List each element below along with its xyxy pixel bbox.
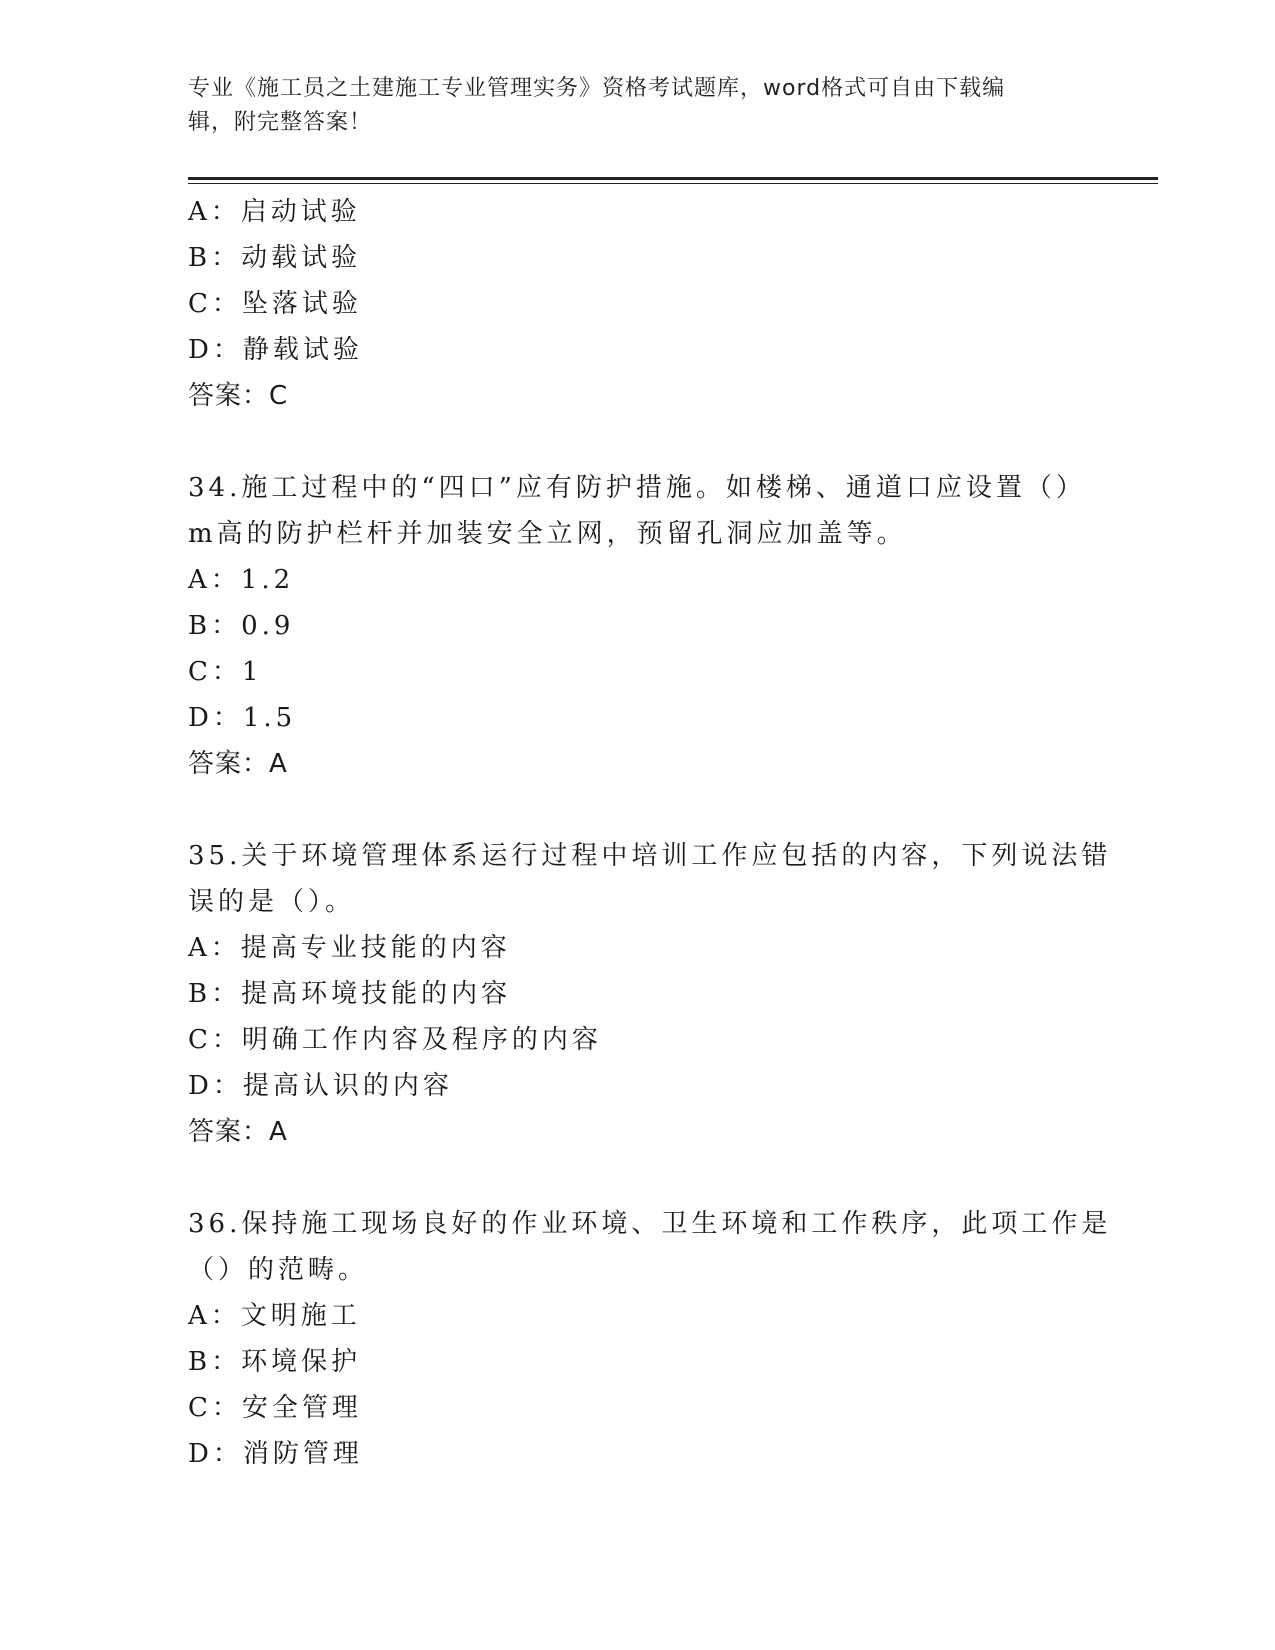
option-a: A：提高专业技能的内容 [188, 933, 511, 963]
question-33 [188, 189, 1088, 419]
option-c: C：安全管理 [188, 1393, 362, 1423]
question-stem-line: 36.保持施工现场良好的作业环境、卫生环境和工作秩序，此项工作是 [188, 1209, 1112, 1239]
header-line-1: 专业《施工员之土建施工专业管理实务》资格考试题库，word格式可自由下载编 [188, 76, 1006, 101]
option-d: D：消防管理 [188, 1439, 363, 1469]
question-34 [188, 465, 1088, 787]
question-36 [188, 1201, 1112, 1477]
option-c: C：坠落试验 [188, 289, 362, 319]
option-c: C：明确工作内容及程序的内容 [188, 1025, 602, 1055]
question-list [188, 189, 1112, 1477]
option-b: B：动载试验 [188, 243, 362, 273]
option-a: A：启动试验 [188, 197, 361, 227]
question-stem-line: 35.关于环境管理体系运行过程中培训工作应包括的内容，下列说法错 [188, 841, 1112, 871]
question-stem-line: m高的防护栏杆并加装安全立网，预留孔洞应加盖等。 [188, 519, 907, 549]
document-header [188, 72, 1088, 140]
option-b: B：环境保护 [188, 1347, 362, 1377]
header-divider-thin [188, 183, 1158, 184]
option-a: A：1.2 [188, 565, 295, 595]
option-b: B：提高环境技能的内容 [188, 979, 512, 1009]
option-c: C：1 [188, 657, 263, 687]
answer: 答案：C [188, 381, 289, 411]
option-d: D：静载试验 [188, 335, 363, 365]
answer: 答案：A [188, 749, 288, 779]
option-d: D：提高认识的内容 [188, 1071, 453, 1101]
question-stem-line: 34.施工过程中的“四口”应有防护措施。如楼梯、通道口应设置（） [188, 473, 1086, 503]
option-b: B：0.9 [188, 611, 295, 641]
answer: 答案：A [188, 1117, 288, 1147]
question-stem-line: 误的是（）。 [188, 887, 356, 917]
question-35 [188, 833, 1112, 1155]
header-divider-thick [188, 177, 1158, 180]
option-a: A：文明施工 [188, 1301, 361, 1331]
header-line-2: 辑，附完整答案！ [188, 110, 373, 135]
question-stem-line: （）的范畴。 [188, 1255, 369, 1285]
option-d: D：1.5 [188, 703, 297, 733]
